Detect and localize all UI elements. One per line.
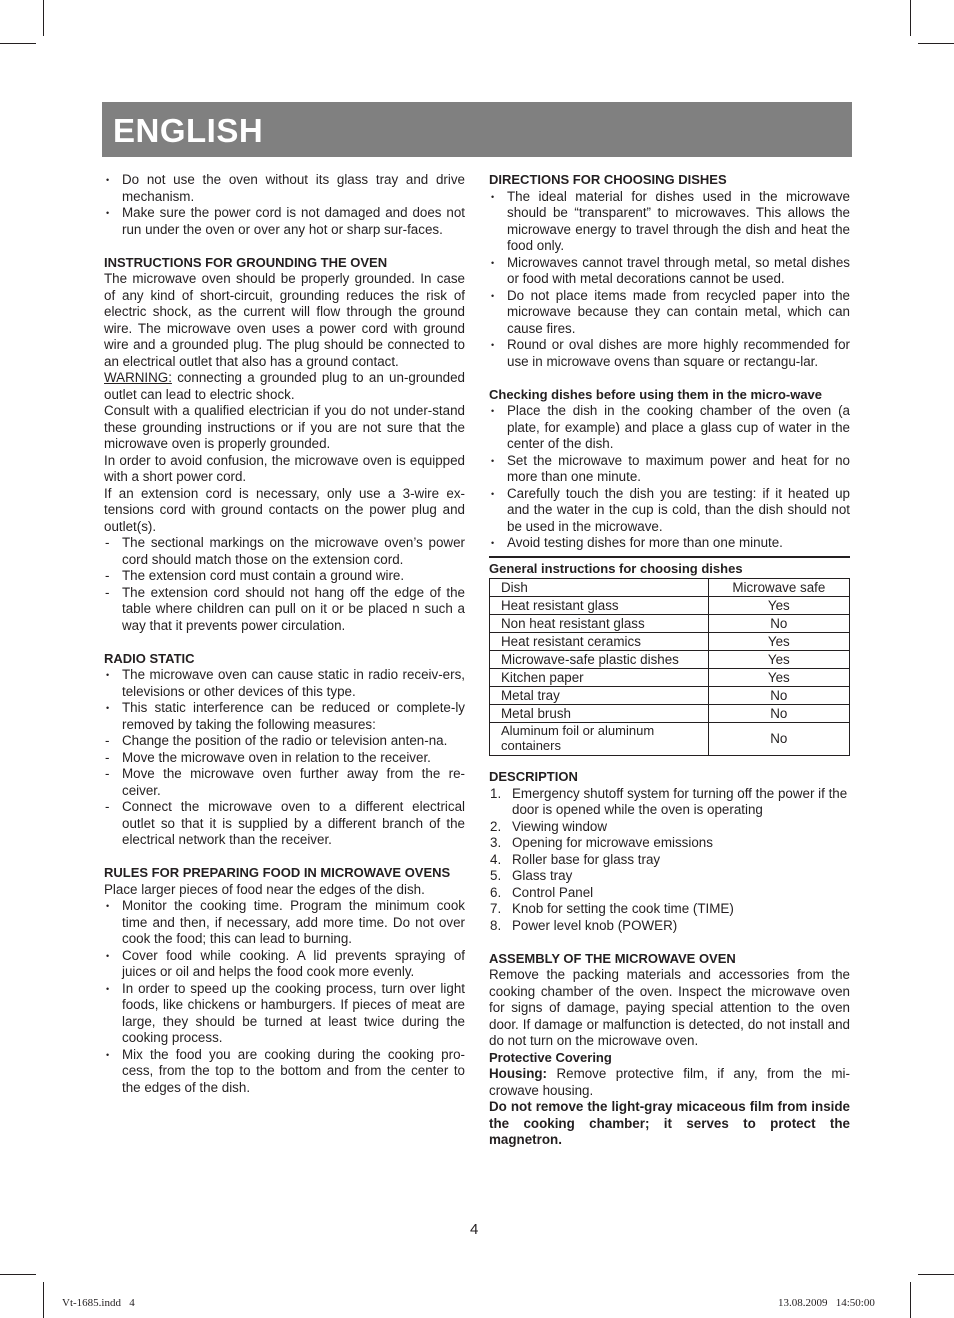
- section-heading: DIRECTIONS FOR CHOOSING DISHES: [489, 172, 727, 187]
- list-item: • Mix the food you are cooking during the cooking pro-cess, from the top to the bottom and from the center to the edges of the dish.: [104, 1047, 465, 1097]
- table-row: [490, 687, 850, 705]
- list-item: • The ideal material for dishes used in the microwave should be “transparent” to microwaves. This allows the microwave energy to travel through the dish and heat the food only.: [489, 189, 850, 255]
- paragraph: Place larger pieces of food near the edges of the dish.: [104, 881, 425, 897]
- list-item: 4. Roller base for glass tray: [490, 851, 661, 867]
- dish-cell: Kitchen paper: [490, 669, 709, 687]
- list-item: - The extension cord should not hang off the edge of the table where children can pull on it or be placed n such a way that it prevents power circulation.: [104, 585, 465, 635]
- warning-text: connecting a grounded plug to an un-grounded outlet can lead to electric shock.: [104, 370, 465, 402]
- paragraph: In order to avoid confusion, the microwave oven is equipped with a short power cord.: [104, 452, 465, 484]
- dish-cell: Heat resistant glass: [490, 597, 709, 615]
- crop-mark: [918, 43, 954, 44]
- list-item: 1. Emergency shutoff system for turning off the power if the door is opened while the oven is operating: [490, 785, 848, 817]
- section-heading: RADIO STATIC: [104, 650, 195, 666]
- housing-label: Housing:: [489, 1066, 548, 1081]
- bullet-list: [104, 898, 465, 1096]
- safe-cell: No: [708, 723, 849, 756]
- housing-paragraph: [489, 1066, 850, 1099]
- list-item: • Microwaves cannot travel through metal, so metal dishes or food with metal decorations cannot be used.: [489, 255, 850, 288]
- safe-cell: Yes: [708, 597, 849, 615]
- table-row: [490, 615, 850, 633]
- list-item: 2. Viewing window: [490, 818, 608, 834]
- paragraph: The microwave oven should be properly grounded. In case of any kind of short-circuit, grounding reduces the risk of electric shock, as the current will flow through the ground wire. The microwave oven uses a power cord with ground wire and a grounded plug. The plug should be connected to an electrical outlet that also has a ground contact.: [104, 271, 465, 369]
- list-item: • Avoid testing dishes for more than one minute.: [489, 535, 850, 552]
- list-item: • This static interference can be reduced or complete-ly removed by taking the following measures:: [104, 700, 465, 733]
- divider: [489, 556, 850, 558]
- dishes-table: [489, 578, 850, 756]
- crop-mark: [0, 1274, 36, 1275]
- crop-mark: [0, 43, 36, 44]
- list-item: - Move the microwave oven further away from the re-ceiver.: [104, 766, 465, 799]
- table-row: [490, 597, 850, 615]
- dish-cell: Non heat resistant glass: [490, 615, 709, 633]
- list-item: 7. Knob for setting the cook time (TIME): [490, 901, 734, 916]
- dish-cell: Microwave-safe plastic dishes: [490, 651, 709, 669]
- list-item: • Carefully touch the dish you are testing: if it heated up and the water in the cup is cold, than the dish should not be used in the microwave.: [489, 486, 850, 536]
- numbered-list: [489, 786, 850, 935]
- crop-mark: [910, 0, 911, 36]
- safe-cell: No: [708, 615, 849, 633]
- list-item: 3. Opening for microwave emissions: [490, 835, 713, 850]
- table-row: [490, 723, 850, 756]
- table-row: [490, 633, 850, 651]
- bold-note: Do not remove the light-gray micaceous film from inside the cooking chamber; it serves to protect the magnetron.: [489, 1099, 850, 1147]
- intro-bullets: [104, 172, 465, 238]
- bullet-list: [104, 667, 465, 733]
- list-item: • In order to speed up the cooking process, turn over light foods, like chickens or hamburgers. If pieces of meat are large, they should be turned at least twice during the cooking process.: [104, 981, 465, 1047]
- column-header: Microwave safe: [708, 579, 849, 597]
- safe-cell: Yes: [708, 651, 849, 669]
- dish-cell: Metal brush: [490, 705, 709, 723]
- list-item: 6. Control Panel: [490, 884, 594, 900]
- list-item: • Place the dish in the cooking chamber of the oven (a plate, for example) and place a glass cup of water in the center of the dish.: [489, 403, 850, 453]
- bullet-list: [489, 403, 850, 552]
- list-item: - Change the position of the radio or television anten-na.: [104, 733, 465, 750]
- footer-datetime: 13.08.2009 14:50:00: [778, 1297, 875, 1309]
- warning-label: WARNING:: [104, 370, 172, 385]
- list-item: - Move the microwave oven in relation to the receiver.: [104, 750, 465, 767]
- housing-text: Remove protective film, if any, from the mi-crowave housing.: [489, 1066, 850, 1098]
- table-row: [490, 705, 850, 723]
- crop-mark: [918, 1274, 954, 1275]
- list-item: • Make sure the power cord is not damaged and does not run under the oven or over any hot or sharp sur-faces.: [104, 205, 465, 238]
- table-row: [490, 651, 850, 669]
- language-banner: [102, 102, 852, 157]
- crop-mark: [43, 0, 44, 36]
- dish-cell: Metal tray: [490, 687, 709, 705]
- subheading: Protective Covering: [489, 1049, 612, 1065]
- safe-cell: Yes: [708, 669, 849, 687]
- safe-cell: Yes: [708, 633, 849, 651]
- safe-cell: No: [708, 705, 849, 723]
- dash-list: [104, 733, 465, 849]
- list-item: • Cover food while cooking. A lid prevents spraying of juices or oil and helps the food cook more evenly.: [104, 948, 465, 981]
- crop-mark: [910, 1282, 911, 1318]
- warning-paragraph: [104, 370, 465, 403]
- table-row: [490, 669, 850, 687]
- page-number: 4: [470, 1221, 479, 1238]
- bullet-list: [489, 189, 850, 371]
- table-heading: General instructions for choosing dishes: [489, 560, 743, 576]
- right-column: [489, 172, 850, 1149]
- section-heading: ASSEMBLY OF THE MICROWAVE OVEN: [489, 950, 736, 966]
- list-item: - Connect the microwave oven to a different electrical outlet so that it is supplied by a different branch of the electrical network than the receiver.: [104, 799, 465, 849]
- list-item: - The extension cord must contain a ground wire.: [104, 568, 465, 585]
- table-header-row: [490, 579, 850, 597]
- dish-cell: Heat resistant ceramics: [490, 633, 709, 651]
- list-item: • Do not place items made from recycled paper into the microwave because they can contain metal, which can cause fires.: [489, 288, 850, 338]
- list-item: • Round or oval dishes are more highly recommended for use in microwave ovens than square or rectangu-lar.: [489, 337, 850, 370]
- list-item: - The sectional markings on the microwave oven’s power cord should match those on the extension cord.: [104, 535, 465, 568]
- crop-mark: [43, 1282, 44, 1318]
- banner-title: ENGLISH: [113, 112, 264, 149]
- paragraph: If an extension cord is necessary, only use a 3-wire ex-tensions cord with ground contacts on the power plug and outlet(s).: [104, 485, 465, 534]
- column-header: Dish: [490, 579, 709, 597]
- list-item: • Set the microwave to maximum power and heat for no more than one minute.: [489, 453, 850, 486]
- section-heading: RULES FOR PREPARING FOOD IN MICROWAVE OVENS: [104, 865, 451, 880]
- paragraph: Remove the packing materials and accessories from the cooking chamber of the oven. Inspect the microwave oven for signs of damage, paying special attention to the oven door. If damage or malfunction is detected, do not install and do not turn on the microwave oven.: [489, 967, 850, 1048]
- paragraph: Consult with a qualified electrician if you do not under-stand these grounding instructions or if you are not sure that the microwave oven is properly grounded.: [104, 403, 465, 451]
- list-item: • Do not use the oven without its glass tray and drive mechanism.: [104, 172, 465, 205]
- section-heading: Checking dishes before using them in the micro-wave: [489, 386, 823, 402]
- section-heading: INSTRUCTIONS FOR GROUNDING THE OVEN: [104, 254, 388, 270]
- left-column: [104, 172, 465, 1096]
- list-item: • Monitor the cooking time. Program the minimum cook time and then, if necessary, add more time. Do not over cook the food; this can lead to burning.: [104, 898, 465, 948]
- list-item: 5. Glass tray: [490, 868, 573, 883]
- safe-cell: No: [708, 687, 849, 705]
- dash-list: [104, 535, 465, 634]
- dish-cell: Aluminum foil or aluminum containers: [490, 723, 709, 756]
- list-item: 8. Power level knob (POWER): [490, 917, 678, 933]
- footer-file: Vt-1685.indd 4: [62, 1297, 135, 1309]
- list-item: • The microwave oven can cause static in radio receiv-ers, televisions or other devices of this type.: [104, 667, 465, 700]
- section-heading: DESCRIPTION: [489, 769, 578, 784]
